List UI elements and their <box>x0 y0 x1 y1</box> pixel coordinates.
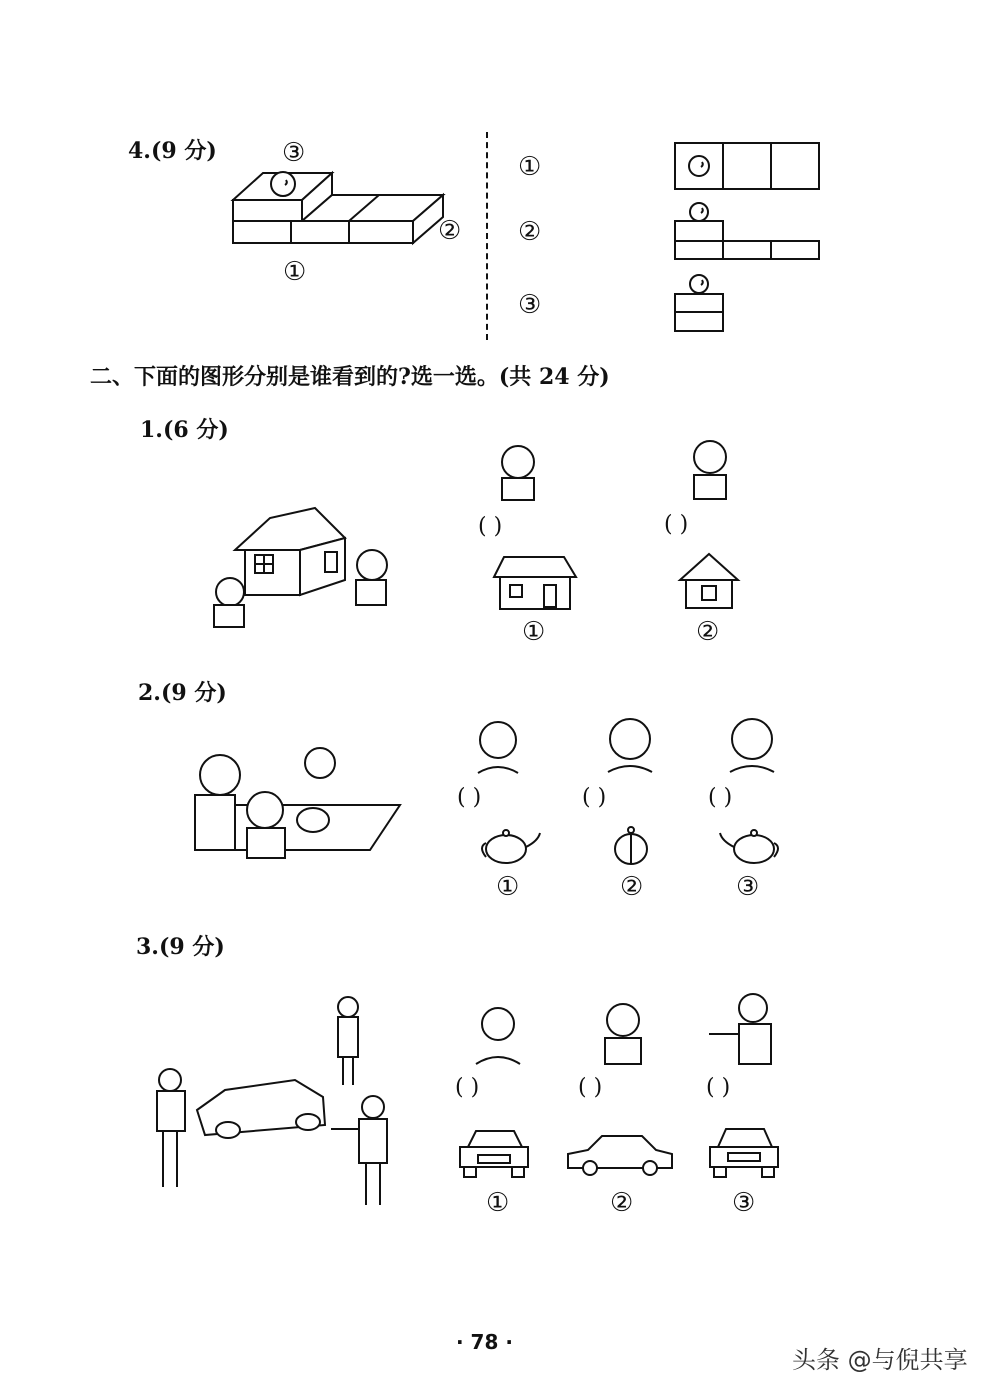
q2-label: 2.(9 分) <box>138 680 227 706</box>
q4-label: 4.(9 分) <box>128 138 217 164</box>
view-option-3 <box>674 272 734 334</box>
boy-back-view <box>490 440 550 505</box>
girl-front-view <box>470 1002 530 1068</box>
label-view-side: ② <box>438 216 462 246</box>
q3-blank-3[interactable]: ( ) <box>706 1075 731 1100</box>
teapot-table-scene <box>185 745 405 870</box>
teapot-view-2 <box>609 824 653 868</box>
teapot-view-1 <box>476 825 542 867</box>
dashed-divider <box>486 132 488 340</box>
q2-blank-1[interactable]: ( ) <box>457 785 482 810</box>
q2-blank-2[interactable]: ( ) <box>582 785 607 810</box>
q3-option-3: ③ <box>732 1188 756 1218</box>
view-option-1 <box>674 142 824 192</box>
q1-option-1: ① <box>522 617 546 647</box>
boy-back-head-view <box>722 712 784 774</box>
girl-face-view <box>470 715 530 775</box>
label-view-front: ① <box>283 257 307 287</box>
option-1-label: ① <box>518 152 542 182</box>
q3-label: 3.(9 分) <box>136 934 225 960</box>
q1-blank-1[interactable]: ( ) <box>478 514 503 539</box>
q3-blank-1[interactable]: ( ) <box>455 1075 480 1100</box>
car-view-2 <box>564 1130 676 1176</box>
q2-option-2: ② <box>620 872 644 902</box>
section2-heading: 二、下面的图形分别是谁看到的?选一选。(共 24 分) <box>90 364 610 390</box>
q1-blank-2[interactable]: ( ) <box>664 512 689 537</box>
option-3-label: ③ <box>518 290 542 320</box>
label-view-top: ③ <box>282 138 306 168</box>
q2-blank-3[interactable]: ( ) <box>708 785 733 810</box>
q3-option-2: ② <box>610 1188 634 1218</box>
q2-option-3: ③ <box>736 872 760 902</box>
q3-blank-2[interactable]: ( ) <box>578 1075 603 1100</box>
car-scene <box>145 995 395 1215</box>
q1-label: 1.(6 分) <box>140 417 229 443</box>
view-option-2 <box>674 202 824 262</box>
teapot-view-3 <box>720 825 786 867</box>
house-front-view <box>492 555 582 613</box>
q1-option-2: ② <box>696 617 720 647</box>
boy-face-view <box>600 712 662 774</box>
q2-option-1: ① <box>496 872 520 902</box>
car-view-3 <box>706 1125 782 1181</box>
car-view-1 <box>456 1125 532 1181</box>
page-number: · 78 · <box>456 1330 513 1354</box>
option-2-label: ② <box>518 217 542 247</box>
q3-option-1: ① <box>486 1188 510 1218</box>
watermark: 头条 @与倪共享 <box>792 1346 968 1374</box>
girl-back-view <box>595 998 655 1068</box>
girl-view <box>678 435 743 505</box>
house-scene <box>200 500 410 640</box>
boy-pointing-view <box>705 990 785 1070</box>
house-side-view <box>678 552 743 612</box>
